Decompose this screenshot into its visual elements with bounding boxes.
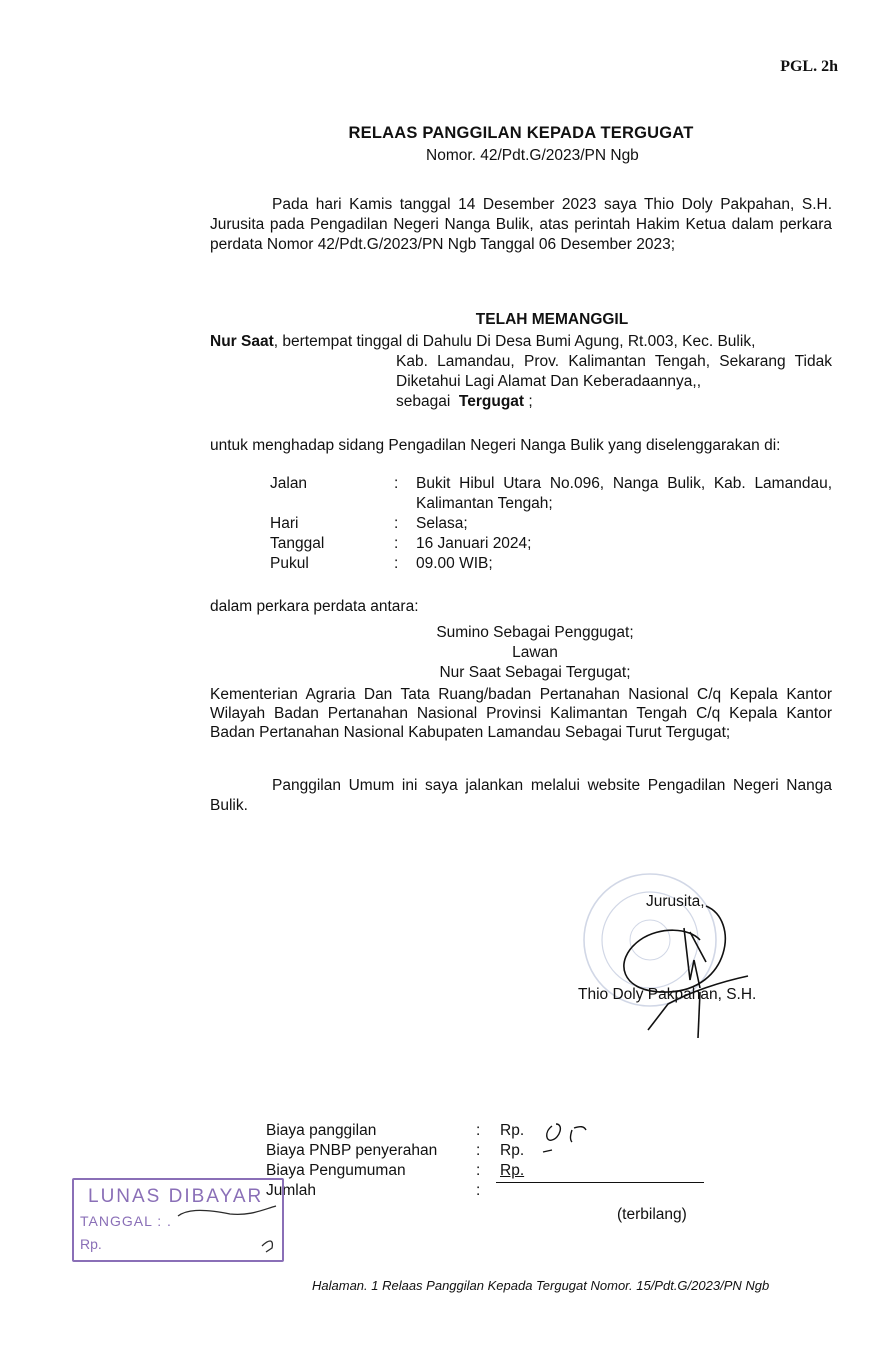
fee-colon: : [476,1182,481,1199]
party-address-prefix: , bertempat tinggal di Dahulu Di Desa Bumi Agung, Rt.003, Kec. Bulik, [273,333,756,350]
fee-colon: : [476,1162,481,1179]
closing-paragraph: Panggilan Umum ini saya jalankan melalui website Pengadilan Negeri Nanga Bulik. [210,777,832,814]
party-role-prefix: sebagai [396,393,451,410]
schedule-label: Hari [270,515,299,532]
schedule-value: 16 Januari 2024; [416,535,532,552]
fee-value-text: Rp. [500,1162,525,1179]
schedule-label: Pukul [270,555,309,572]
fee-label: Biaya panggilan [266,1122,377,1139]
page-footer: Halaman. 1 Relaas Panggilan Kepada Tergugat Nomor. 15/Pdt.G/2023/PN Ngb [312,1278,770,1293]
intro-paragraph: Pada hari Kamis tanggal 14 Desember 2023 saya Thio Doly Pakpahan, S.H. Jurusita pada Pengadilan Negeri Nanga Bulik, atas perintah Hakim Ketua dalam perkara perdata Nomor 42/Pdt.G/2023/PN Ngb Tanggal 06 Desember 2023; [210,196,832,253]
stamp-line-date: TANGGAL : . [80,1213,172,1229]
fee-value: Rp. [500,1122,525,1139]
schedule-value: 09.00 WIB; [416,555,493,572]
party-name: Nur Saat [210,333,274,350]
fee-label: Biaya PNBP penyerahan [266,1142,438,1159]
section-heading: TELAH MEMANGGIL [475,311,629,328]
schedule-colon: : [394,535,399,552]
terbilang-label: (terbilang) [617,1206,687,1223]
stamp-line-paid: LUNAS DIBAYAR [88,1186,264,1207]
defendant-line: Nur Saat Sebagai Tergugat; [439,664,631,681]
versus-line: Lawan [512,644,558,661]
fee-row [266,1181,710,1201]
fee-label: Jumlah [266,1182,316,1199]
document-title: RELAAS PANGGILAN KEPADA TERGUGAT [348,124,694,142]
fee-row [266,1141,710,1161]
fee-value [500,1161,710,1181]
co-defendant-paragraph: Kementerian Agraria Dan Tata Ruang/badan Pertanahan Nasional C/q Kepala Kantor Wilayah Badan Pertanahan Nasional Provinsi Kalimantan Tengah C/q Kepala Kantor Badan Pertanahan Nasional Kabupaten Lamandau Sebagai Turut Tergugat; [210,686,832,741]
schedule-value: Selasa; [416,515,468,532]
schedule-label: Jalan [270,475,308,492]
fee-colon: : [476,1122,481,1139]
signer-role: Jurusita, [646,893,705,910]
case-number: Nomor. 42/Pdt.G/2023/PN Ngb [426,147,639,164]
fee-label: Biaya Pengumuman [266,1162,406,1179]
fee-table [266,1121,710,1201]
plaintiff-line: Sumino Sebagai Penggugat; [436,624,634,641]
schedule-colon: : [394,555,399,572]
schedule-label: Tanggal [270,535,325,552]
summons-text: untuk menghadap sidang Pengadilan Negeri Nanga Bulik yang diselenggarakan di: [210,437,781,454]
document-code: PGL. 2h [780,58,838,75]
party-role-suffix: ; [528,393,533,410]
fee-colon: : [476,1142,481,1159]
fee-value: Rp. [500,1142,525,1159]
signer-name: Thio Doly Pakpahan, S.H. [578,986,757,1003]
fee-value [500,1181,710,1201]
schedule-colon: : [394,475,399,492]
sum-rule [496,1182,704,1183]
party-address-rest: Kab. Lamandau, Prov. Kalimantan Tengah, Sekarang Tidak Diketahui Lagi Alamat Dan Keberadaannya,, [396,353,832,390]
schedule-value: Bukit Hibul Utara No.096, Nanga Bulik, Kab. Lamandau, Kalimantan Tengah; [416,475,832,512]
fee-row [266,1161,710,1181]
stamp-line-amount: Rp. [80,1236,102,1252]
schedule-colon: : [394,515,399,532]
party-role: Tergugat [458,393,525,410]
case-intro: dalam perkara perdata antara: [210,598,419,615]
fee-row [266,1121,710,1141]
